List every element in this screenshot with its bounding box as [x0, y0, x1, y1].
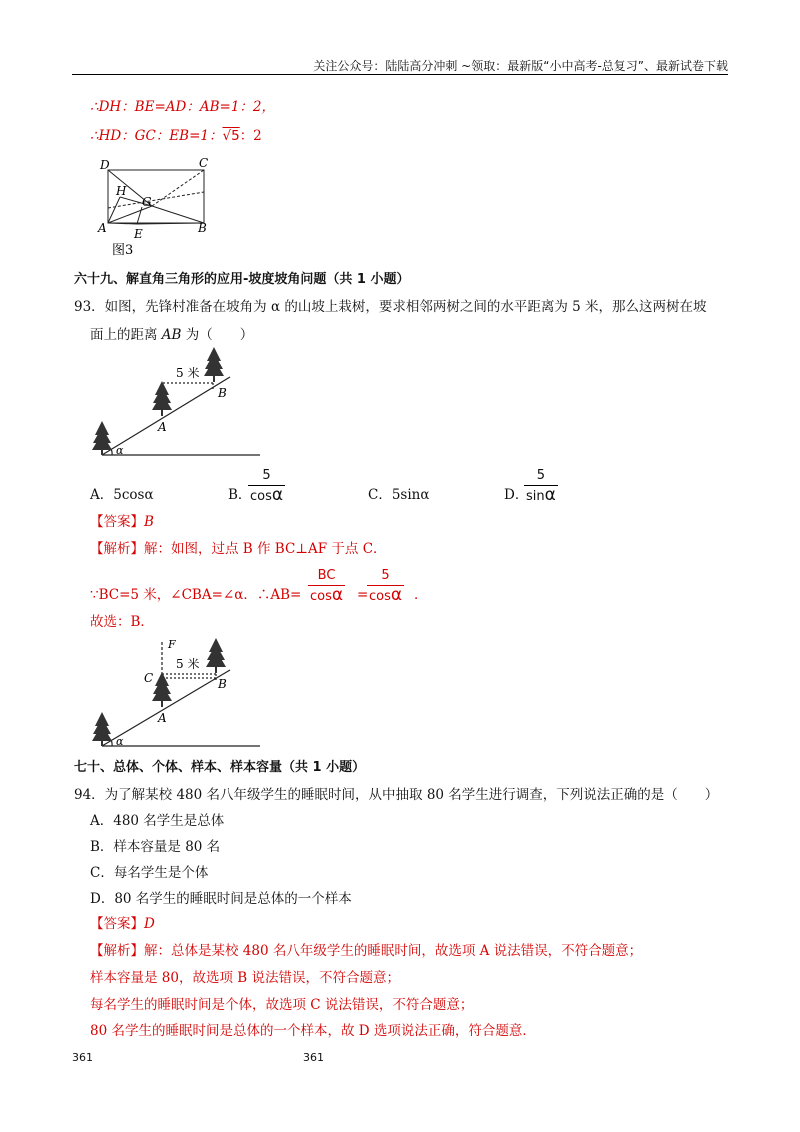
q94-analysis-1: 【解析】解：总体是某校 480 名八年级学生的睡眠时间，故选项 A 说法错误，不符合题意； [90, 943, 643, 959]
sqrt-5: √5 [222, 128, 240, 144]
point-C: C [144, 671, 154, 685]
q93-analysis: 【解析】解：如图，过点 B 作 BC⊥AF 于点 C． [90, 541, 387, 557]
label-D: D [100, 158, 110, 172]
tree-top [204, 347, 224, 382]
point-A: A [158, 420, 167, 434]
q93-stem-line-2: 面上的距离 AB 为（ ） [90, 327, 254, 343]
q93-stem-line-1: 93．如图，先锋村准备在坡角为 α 的山坡上栽树，要求相邻两树之间的水平距离为 5 米，那么这两树在坡 [74, 299, 707, 315]
label-A: A [98, 221, 107, 235]
q94-analysis-4: 80 名学生的睡眠时间是总体的一个样本，故 D 选项说法正确，符合题意． [90, 1023, 536, 1039]
q94-analysis-2: 样本容量是 80，故选项 B 说法错误，不符合题意； [90, 970, 400, 986]
q93-option-d-label: D． [504, 487, 529, 503]
q93-formula: ∵BC=5 米，∠CBA=∠α．∴AB= [90, 587, 302, 603]
q93-option-a: A．5cosα [90, 487, 154, 503]
q93-formula-eq: = [357, 587, 369, 603]
figure-caption: 图3 [112, 243, 134, 258]
dist-label-2: 5 米 [176, 657, 200, 671]
q93-option-c: C．5sinα [368, 487, 430, 503]
figure-3-rectangle [90, 152, 225, 260]
q93-option-b-label: B． [228, 487, 252, 503]
q93-formula-end: ． [414, 587, 428, 603]
header-rule [72, 74, 728, 75]
point-A-2: A [158, 711, 167, 725]
point-B-2: B [218, 677, 227, 691]
q94-stem: 94．为了解某校 480 名八年级学生的睡眠时间，从中抽取 80 名学生进行调查，下列说法正确的是（ ） [74, 787, 719, 803]
q94-option-d: D．80 名学生的睡眠时间是总体的一个样本 [90, 891, 352, 907]
point-F: F [168, 638, 176, 651]
q93-solution-figure [88, 632, 268, 752]
page-header: 关注公众号：陆陆高分冲刺 ~领取：最新版“小中高考-总复习”、最新试卷下载 [313, 59, 728, 73]
page-number-left: 361 [72, 1051, 93, 1064]
page-number-center: 361 [303, 1051, 324, 1064]
point-B: B [218, 386, 227, 400]
angle-alpha: α [116, 444, 124, 457]
label-B: B [198, 221, 207, 235]
label-E: E [134, 227, 143, 241]
q94-answer: 【答案】D [90, 916, 155, 932]
q94-option-c: C．每名学生是个体 [90, 865, 209, 881]
q93-formula-fraction-1: $\frac{BC}{\cos\alpha}$ [310, 568, 344, 605]
dist-label: 5 米 [176, 366, 200, 380]
q94-option-b: B．样本容量是 80 名 [90, 839, 221, 855]
q94-analysis-3: 每名学生的睡眠时间是个体，故选项 C 说法错误，不符合题意； [90, 997, 474, 1013]
q93-answer: 【答案】B [90, 514, 154, 530]
prev-ratio-line-2: ∴HD：GC：EB=1：√5：2 [90, 128, 262, 144]
label-C: C [199, 156, 209, 170]
q93-conclusion: 故选：B． [90, 614, 154, 630]
angle-alpha-2: α [116, 735, 124, 748]
section-70-title: 七十、总体、个体、样本、样本容量（共 1 小题） [74, 760, 366, 775]
label-H: H [116, 184, 127, 198]
prev-ratio-line-1: ∴DH：BE=AD：AB=1：2， [90, 99, 276, 115]
q93-formula-fraction-2: $\frac{5}{\cos\alpha}$ [369, 568, 403, 605]
section-69-title: 六十九、解直角三角形的应用-坡度坡角问题（共 1 小题） [74, 272, 410, 287]
tree-bottom [92, 421, 112, 455]
q93-option-d-fraction: $\frac{5}{\sin\alpha}$ [526, 468, 556, 505]
tree-middle [152, 381, 172, 416]
q93-slope-figure [88, 343, 268, 463]
q93-option-b-fraction: $\frac{5}{\cos\alpha}$ [250, 468, 284, 505]
q94-option-a: A．480 名学生是总体 [90, 813, 225, 829]
label-G: G [142, 195, 152, 209]
